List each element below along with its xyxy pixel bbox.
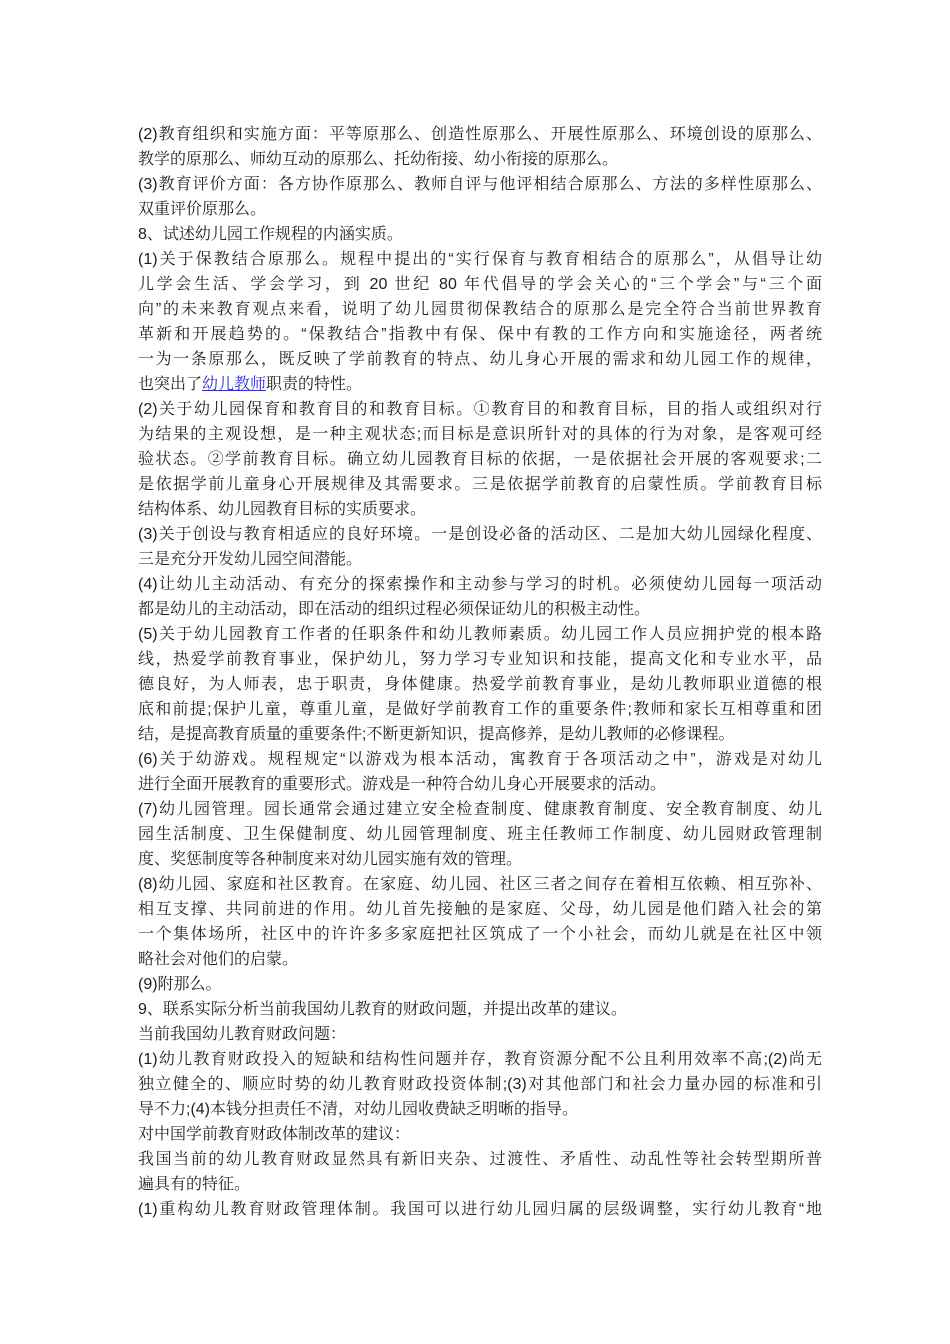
text-segment: 革新和开展趋势的。“保教结合”指教中有保、保中有教的工作方向和实施途径，两者统	[138, 326, 822, 343]
text-line	[138, 697, 822, 722]
text-segment: 为结果的主观设想，是一种主观状态;而目标是意识所针对的具体的行为对象，是客观可经	[138, 426, 822, 443]
text-line	[138, 1172, 822, 1197]
text-segment: (3)关于创设与教育相适应的良好环境。一是创设必备的活动区、二是加大幼儿园绿化程度、	[138, 526, 822, 543]
text-line	[138, 547, 822, 572]
text-segment: 结，是提高教育质量的重要条件;不断更新知识，提高修养，是幼儿教师的必修课程。	[138, 726, 735, 743]
text-line	[138, 1047, 822, 1072]
text-line	[138, 497, 822, 522]
text-line	[138, 322, 822, 347]
text-segment: 园生活制度、卫生保健制度、幼儿园管理制度、班主任教师工作制度、幼儿园财政管理制	[138, 826, 822, 843]
text-line	[138, 722, 822, 747]
text-line	[138, 147, 822, 172]
text-segment: 向”的未来教育观点来看，说明了幼儿园贯彻保教结合的原那么是完全符合当前世界教育	[138, 301, 822, 318]
link-preschool-teacher[interactable]: 幼儿教师	[202, 376, 267, 393]
text-segment: 验状态。②学前教育目标。确立幼儿园教育目标的依据，一是依据社会开展的客观要求;二	[138, 451, 822, 468]
text-segment: (9)附那么。	[138, 976, 222, 993]
text-line	[138, 622, 822, 647]
text-line	[138, 972, 822, 997]
text-line	[138, 172, 822, 197]
text-line	[138, 1197, 822, 1222]
text-segment: 一个集体场所，社区中的许许多多家庭把社区筑成了一个小社会，而幼儿就是在社区中领	[138, 926, 822, 943]
text-segment: 儿学会生活、学会学习，到 20 世纪 80 年代倡导的学会关心的“三个学会”与“三个面	[138, 276, 822, 293]
text-segment: 教学的原那么、师幼互动的原那么、托幼衔接、幼小衔接的原那么。	[138, 151, 619, 168]
text-segment: (1)幼儿教育财政投入的短缺和结构性问题并存，教育资源分配不公且利用效率不高;(2)尚无	[138, 1051, 822, 1068]
text-segment: 遍具有的特征。	[138, 1176, 251, 1193]
text-segment: (5)关于幼儿园教育工作者的任职条件和幼儿教师素质。幼儿园工作人员应拥护党的根本路	[138, 626, 822, 643]
text-segment: 职责的特性。	[266, 376, 363, 393]
text-line	[138, 772, 822, 797]
text-line	[138, 447, 822, 472]
text-segment: 是依据学前儿童身心开展规律及其需要求。三是依据学前教育的启蒙性质。学前教育目标	[138, 476, 822, 493]
text-segment: (4)让幼儿主动活动、有充分的探索操作和主动参与学习的时机。必须使幼儿园每一项活动	[138, 576, 822, 593]
text-line	[138, 922, 822, 947]
text-line	[138, 572, 822, 597]
text-line	[138, 1072, 822, 1097]
text-segment: 都是幼儿的主动活动，即在活动的组织过程必须保证幼儿的积极主动性。	[138, 601, 651, 618]
text-line	[138, 1122, 822, 1147]
text-segment: 对中国学前教育财政体制改革的建议：	[138, 1126, 411, 1143]
text-segment: (2)关于幼儿园保育和教育目的和教育目标。①教育目的和教育目标，目的指人或组织对行	[138, 401, 822, 418]
text-line	[138, 1022, 822, 1047]
text-segment: 导不力;(4)本钱分担责任不清，对幼儿园收费缺乏明晰的指导。	[138, 1101, 579, 1118]
text-line	[138, 522, 822, 547]
text-line	[138, 597, 822, 622]
text-line	[138, 872, 822, 897]
text-segment: (8)幼儿园、家庭和社区教育。在家庭、幼儿园、社区三者之间存在着相互依赖、相互弥补、	[138, 876, 822, 893]
text-segment: 也突出了	[138, 376, 203, 393]
text-segment: 相互支撑、共同前进的作用。幼儿首先接触的是家庭、父母，幼儿园是他们踏入社会的第	[138, 901, 822, 918]
text-segment: 底和前提;保护儿童，尊重儿童，是做好学前教育工作的重要条件;教师和家长互相尊重和团	[138, 701, 822, 718]
text-line	[138, 947, 822, 972]
text-segment: 结构体系、幼儿园教育目标的实质要求。	[138, 501, 427, 518]
text-line	[138, 372, 822, 397]
text-line	[138, 997, 822, 1022]
document-text-block	[138, 122, 822, 1222]
text-line	[138, 472, 822, 497]
text-line	[138, 272, 822, 297]
text-segment: 一为一条原那么，既反映了学前教育的特点、幼儿身心开展的需求和幼儿园工作的规律，	[138, 351, 822, 368]
text-line	[138, 297, 822, 322]
text-segment: 独立健全的、顺应时势的幼儿教育财政投资体制;(3)对其他部门和社会力量办园的标准和引	[138, 1076, 822, 1093]
text-segment: 当前我国幼儿教育财政问题：	[138, 1026, 347, 1043]
text-line	[138, 822, 822, 847]
text-segment: 线，热爱学前教育事业，保护幼儿，努力学习专业知识和技能，提高文化和专业水平，品	[138, 651, 822, 668]
text-segment: 德良好，为人师表，忠于职责，身体健康。热爱学前教育事业，是幼儿教师职业道德的根	[138, 676, 822, 693]
text-segment: (3)教育评价方面：各方协作原那么、教师自评与他评相结合原那么、方法的多样性原那么、	[138, 176, 822, 193]
text-segment: 8、试述幼儿园工作规程的内涵实质。	[138, 226, 403, 243]
text-line	[138, 672, 822, 697]
text-segment: 9、联系实际分析当前我国幼儿教育的财政问题，并提出改革的建议。	[138, 1001, 627, 1018]
text-segment: (1)重构幼儿教育财政管理体制。我国可以进行幼儿园归属的层级调整，实行幼儿教育“地	[138, 1201, 822, 1218]
text-segment: 度、奖惩制度等各种制度来对幼儿园实施有效的管理。	[138, 851, 523, 868]
text-line	[138, 222, 822, 247]
text-line	[138, 897, 822, 922]
text-line	[138, 647, 822, 672]
text-segment: 略社会对他们的启蒙。	[138, 951, 299, 968]
text-line	[138, 847, 822, 872]
text-line	[138, 347, 822, 372]
text-line	[138, 747, 822, 772]
text-segment: 我国当前的幼儿教育财政显然具有新旧夹杂、过渡性、矛盾性、动乱性等社会转型期所普	[138, 1151, 822, 1168]
text-segment: 进行全面开展教育的重要形式。游戏是一种符合幼儿身心开展要求的活动。	[138, 776, 667, 793]
text-line	[138, 797, 822, 822]
text-line	[138, 1097, 822, 1122]
text-segment: (6)关于幼游戏。规程规定“以游戏为根本活动，寓教育于各项活动之中”，游戏是对幼儿	[138, 751, 822, 768]
text-line	[138, 422, 822, 447]
text-line	[138, 1147, 822, 1172]
text-segment: 双重评价原那么。	[138, 201, 267, 218]
text-line	[138, 397, 822, 422]
text-segment: 三是充分开发幼儿园空间潜能。	[138, 551, 363, 568]
text-segment: (7)幼儿园管理。园长通常会通过建立安全检查制度、健康教育制度、安全教育制度、幼儿	[138, 801, 822, 818]
text-segment: (2)教育组织和实施方面：平等原那么、创造性原那么、开展性原那么、环境创设的原那么、	[138, 126, 822, 143]
text-line	[138, 247, 822, 272]
text-line	[138, 197, 822, 222]
text-segment: (1)关于保教结合原那么。规程中提出的“实行保育与教育相结合的原那么”，从倡导让幼	[138, 251, 822, 268]
text-line	[138, 122, 822, 147]
